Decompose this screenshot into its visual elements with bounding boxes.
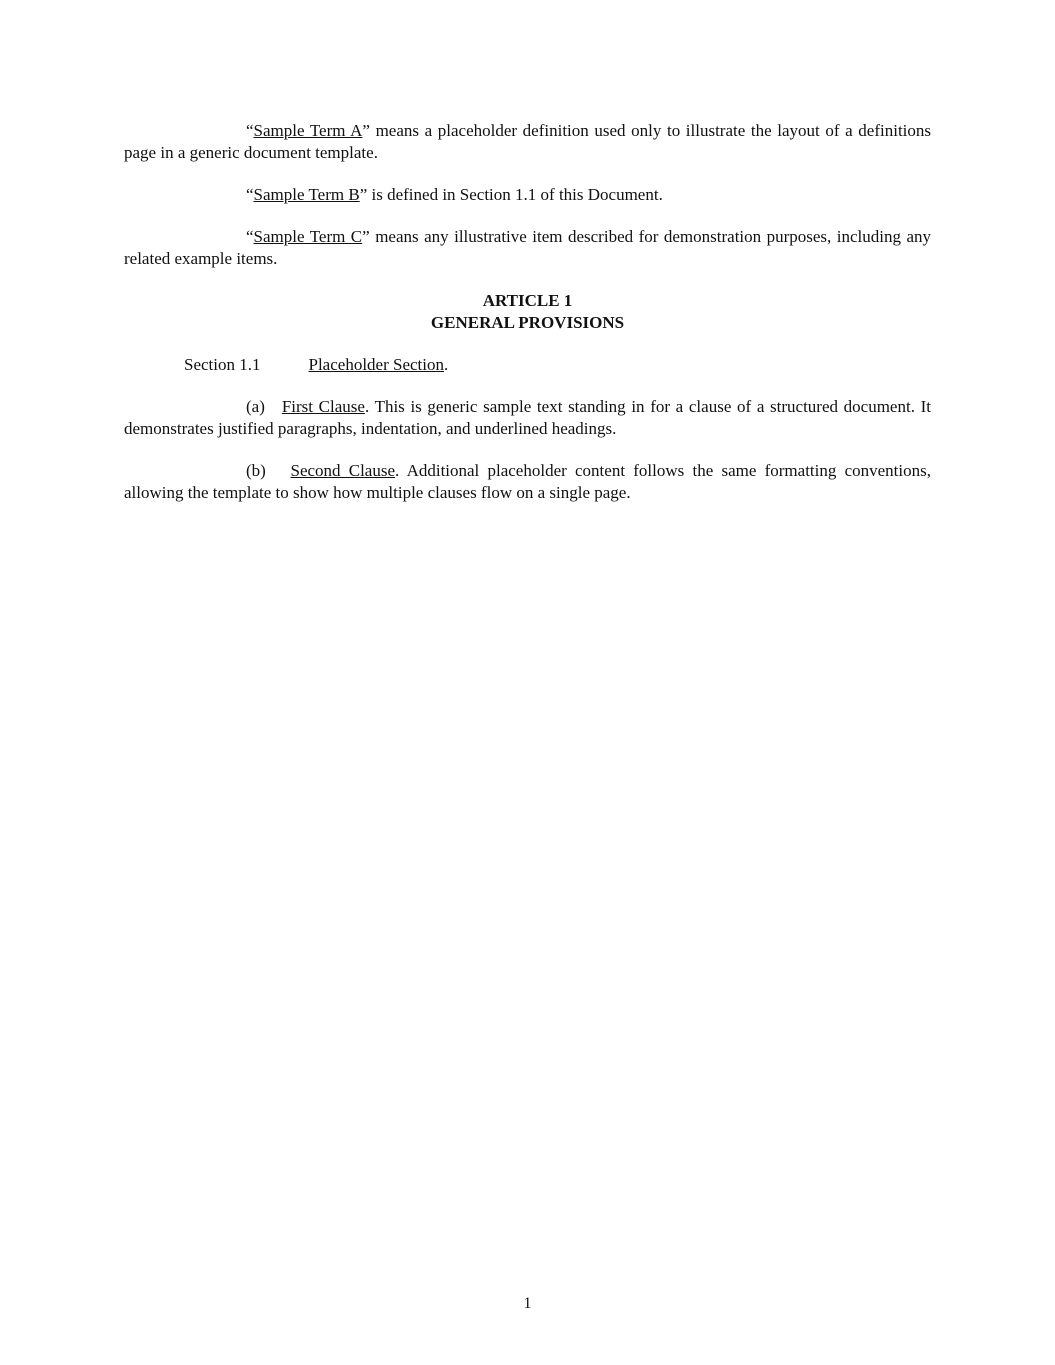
- page-number: 1: [523, 1295, 532, 1312]
- clause-title: Second Clause: [290, 461, 396, 480]
- definition-paragraph: “Sample Term B” is defined in Section 1.1 of this Document.: [246, 185, 663, 204]
- clause-title: First Clause: [281, 397, 365, 416]
- clause-paragraph: (a) First Clause. This is generic sample text standing in for a clause of a structured document. It demonstrates justified paragraphs, indentation, and underlined headings.: [124, 397, 931, 438]
- definition-paragraph: “Sample Term C” means any illustrative item described for demonstration purposes, including any related example items.: [124, 227, 932, 268]
- clause-paragraph: (b) Second Clause. Additional placeholder content follows the same formatting conventions, allowing the template to show how multiple clauses flow on a single page.: [124, 461, 931, 502]
- clause-marker: (a): [246, 397, 265, 416]
- clause-text: This is generic sample text standing in for a clause of a structured document. It demonstrates justified paragraphs, indentation, and underlined headings.: [124, 397, 931, 438]
- defined-term: Sample Term B: [253, 185, 360, 204]
- section-title: Placeholder Section: [308, 355, 444, 374]
- clause-marker: (b): [246, 461, 266, 480]
- defined-term: Sample Term C: [253, 227, 363, 246]
- article-title: GENERAL PROVISIONS: [430, 313, 625, 332]
- article-heading: [124, 290, 931, 334]
- clause-text: Additional placeholder content follows the same formatting conventions, allowing the template to show how multiple clauses flow on a single page.: [124, 461, 931, 502]
- definition-text: means any illustrative item described for demonstration purposes, including any related example items.: [124, 227, 932, 268]
- article-number: ARTICLE 1: [482, 291, 573, 310]
- defined-term: Sample Term A: [253, 121, 363, 140]
- section-heading: Section 1.1 Placeholder Section.: [184, 355, 449, 374]
- section-label: Section 1.1: [184, 355, 261, 374]
- definition-paragraph: “Sample Term A” means a placeholder definition used only to illustrate the layout of a definitions page in a generic document template.: [124, 121, 932, 162]
- definition-text: is defined in Section 1.1 of this Document.: [371, 185, 663, 204]
- definition-text: means a placeholder definition used only to illustrate the layout of a definitions page in a generic document template.: [124, 121, 932, 162]
